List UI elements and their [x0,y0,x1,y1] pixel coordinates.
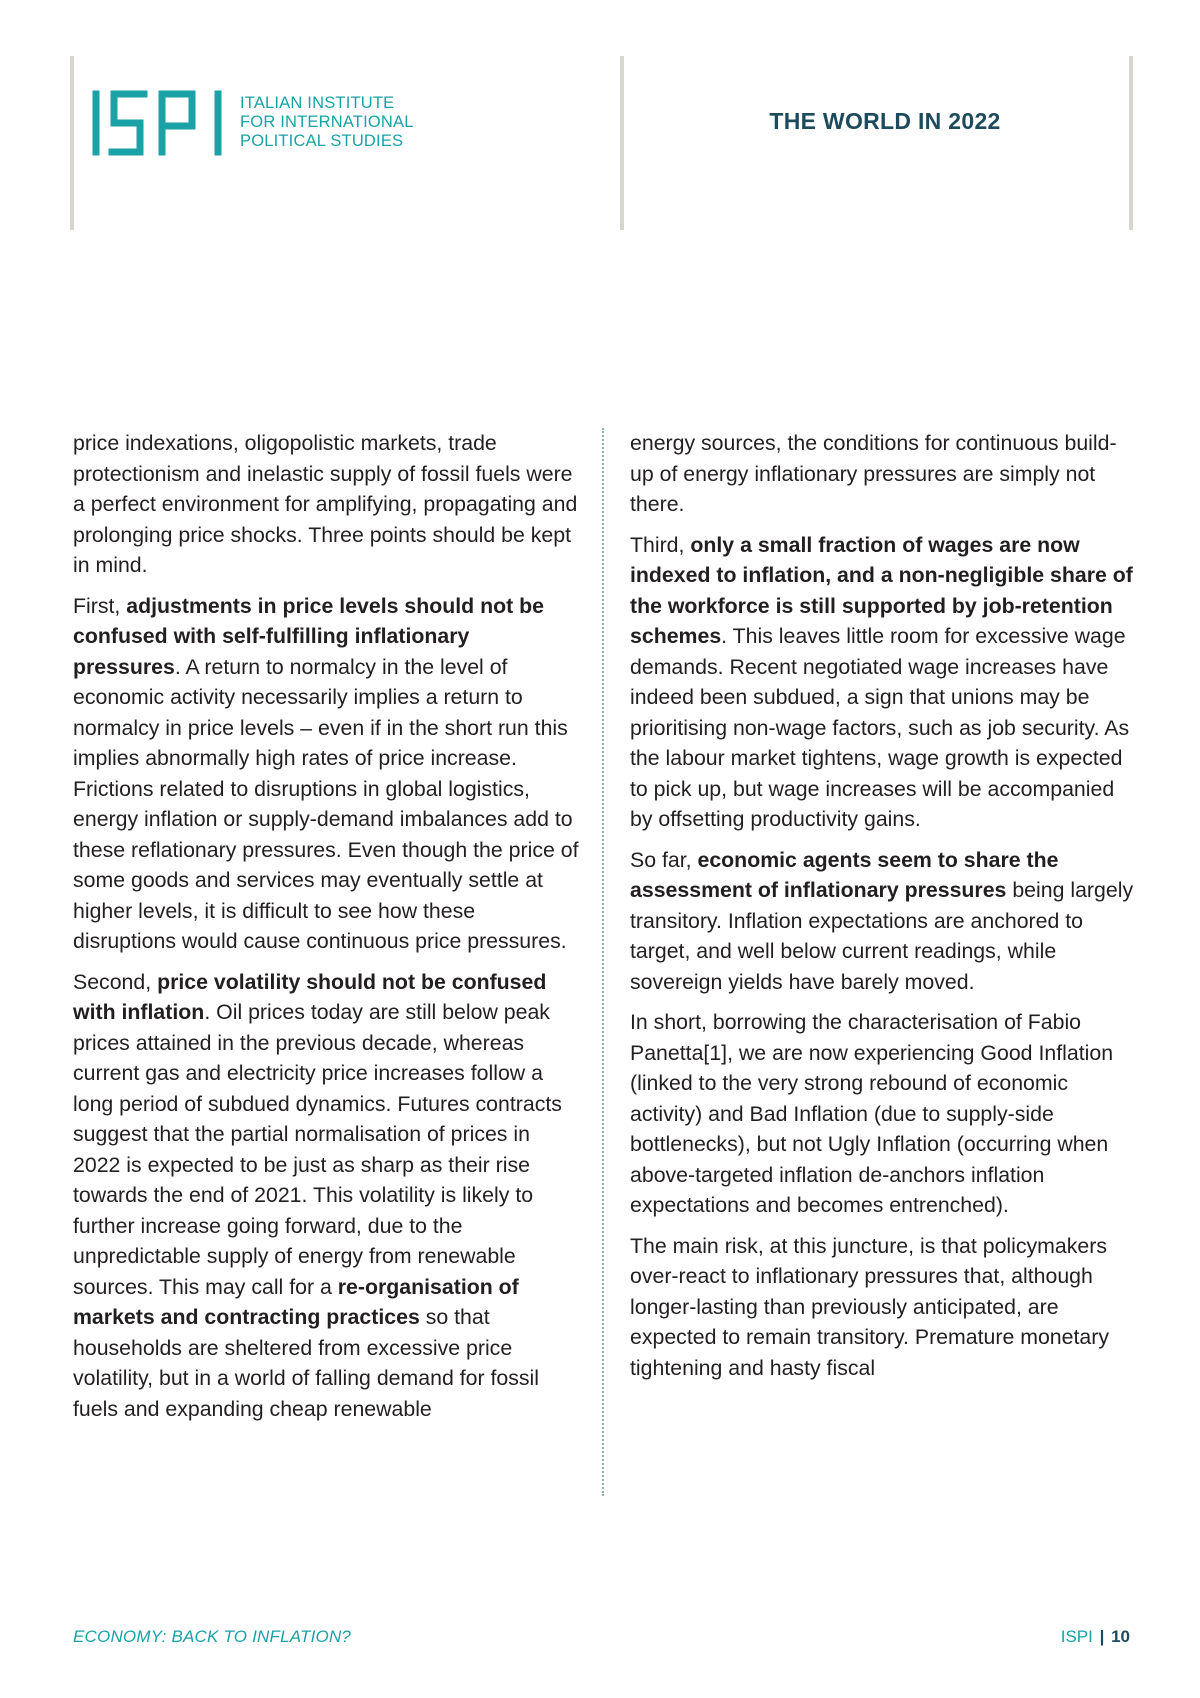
ispi-logo-mark [92,90,224,156]
header-rule-left [70,56,74,230]
footer-section-title: ECONOMY: BACK TO INFLATION? [73,1627,352,1646]
column-divider [602,428,604,1496]
right-paragraph-3-emphasis: economic agents seem to share the assessment of inflationary pressures [630,847,1059,902]
header-rule-right [1129,56,1133,230]
logo-line-3: POLITICAL STUDIES [240,132,404,150]
left-paragraph-2-emphasis: adjustments in price levels should not be confused with self-fulfilling inflationary pressures [73,593,544,679]
right-paragraph-1: energy sources, the conditions for continuous build-up of energy inflationary pressures are simply not there. [630,431,1117,516]
publication-title: THE WORLD IN 2022 [769,108,1001,134]
logo-institute-name [240,94,430,151]
right-column [630,428,1135,1393]
right-paragraph-2-emphasis: only a small fraction of wages are now indexed to inflation, and a non-negligible share of the workforce is still supported by job-retention schemes [630,532,1133,648]
header-rule-middle [620,56,624,230]
footer-page-info [1000,1627,1130,1647]
logo-line-1: ITALIAN INSTITUTE [240,94,395,112]
logo-line-2: FOR INTERNATIONAL [240,113,414,131]
footer-brand: ISPI [1060,1627,1093,1646]
right-paragraph-5: The main risk, at this juncture, is that policymakers over-react to inflationary pressures that, although longer-lasting than previously anticipated, are expected to remain transitory. Premature monetary tightening and hasty fiscal [630,1233,1109,1380]
right-paragraph-2: Third, only a small fraction of wages are now indexed to inflation, and a non-negligible share of the workforce is still supported by job-retention schemes. This leaves little room for excessive wage demands. Recent negotiated wage increases have indeed been subdued, a sign that unions may be prioritising non-wage factors, such as job security. As the labour market tightens, wage growth is expected to pick up, but wage increases will be accompanied by offsetting productivity gains. [630,532,1133,831]
footer-separator: | [1099,1627,1105,1646]
left-paragraph-2: First, adjustments in price levels should not be confused with self-fulfilling inflationary pressures. A return to normalcy in the level of economic activity necessarily implies a return to normalcy in price levels – even if in the short run this implies abnormally high rates of price increase. Frictions related to disruptions in global logistics, energy inflation or supply-demand imbalances add to these reflationary pressures. Even though the price of some goods and services may eventually settle at higher levels, it is difficult to see how these disruptions would cause continuous price pressures. [73,593,579,953]
ispi-logo [92,90,412,156]
right-paragraph-4: In short, borrowing the characterisation of Fabio Panetta[1], we are now experiencing Good Inflation (linked to the very strong rebound of economic activity) and Bad Inflation (due to supply-side bottlenecks), but not Ugly Inflation (occurring when above-targeted inflation de-anchors inflation expectations and becomes entrenched). [630,1010,1114,1217]
left-paragraph-1: price indexations, oligopolistic markets, trade protectionism and inelastic supply of fossil fuels were a perfect environment for amplifying, propagating and prolonging price shocks. Three points should be kept in mind. [73,431,578,577]
right-paragraph-3: So far, economic agents seem to share the assessment of inflationary pressures being largely transitory. Inflation expectations are anchored to target, and well below current readings, while sovereign yields have barely moved. [630,847,1134,994]
left-column [73,428,583,1434]
left-paragraph-3: Second, price volatility should not be confused with inflation. Oil prices today are still below peak prices attained in the previous decade, whereas current gas and electricity price increases follow a long period of subdued dynamics. Futures contracts suggest that the partial normalisation of prices in 2022 is expected to be just as sharp as their rise towards the end of 2021. This volatility is likely to further increase going forward, due to the unpredictable supply of energy from renewable sources. This may call for a re-organisation of markets and contracting practices so that households are sheltered from excessive price volatility, but in a world of falling demand for fossil fuels and expanding cheap renewable [73,969,562,1421]
left-paragraph-3-emphasis-2: re-organisation of markets and contracting practices [73,1274,519,1329]
page-number: 10 [1111,1627,1130,1646]
left-paragraph-3-emphasis: price volatility should not be confused with inflation [73,969,547,1024]
